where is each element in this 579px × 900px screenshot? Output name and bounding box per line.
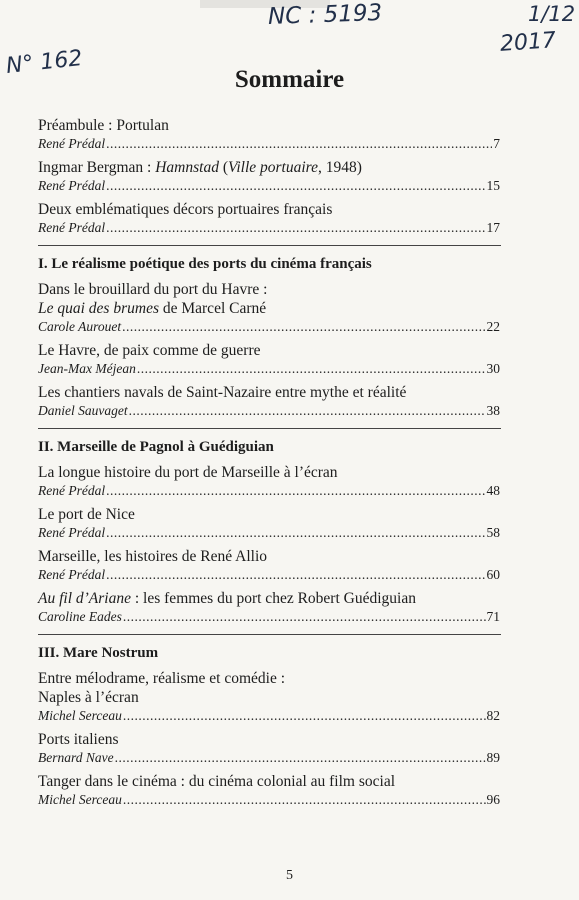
handwritten-item-number: N° 162 [4,46,84,79]
entry-page: 89 [486,750,500,765]
entry-title: Au fil d’Ariane : les femmes du port chez Robert Guédiguian [38,590,416,607]
entry-title: Les chantiers navals de Saint-Nazaire entre mythe et réalité [38,384,407,401]
dot-leader [123,608,486,625]
dot-leader [123,791,486,808]
toc-entry [38,505,500,541]
entry-page: 48 [486,483,500,498]
entry-title-line2: Le quai des brumes de Marcel Carné [38,300,267,317]
entry-author: Daniel Sauvaget [38,403,128,418]
entry-author: René Prédal [38,483,106,498]
toc-entry [38,547,500,583]
entry-author: Carole Aurouet [38,319,122,334]
entry-page: 15 [486,178,500,193]
entry-author: Caroline Eades [38,609,122,624]
dot-leader [106,482,485,499]
entry-author: René Prédal [38,567,106,582]
section-heading: III. Mare Nostrum [38,645,159,661]
entry-title: Ports italiens [38,731,119,748]
handwritten-ratio: 1/12 [528,2,576,26]
dot-leader [129,402,486,419]
entry-author: René Prédal [38,525,106,540]
dot-leader [106,135,492,152]
entry-title: Le port de Nice [38,506,135,523]
section-divider [38,428,501,429]
dot-leader [122,318,485,335]
section-heading: I. Le réalisme poétique des ports du cinéma français [38,256,372,272]
entry-author: René Prédal [38,220,106,235]
dot-leader [106,177,485,194]
toc-entry [38,341,500,377]
dot-leader [123,707,486,724]
entry-title: Préambule : Portulan [38,117,169,134]
toc-entry [38,589,500,625]
entry-page: 30 [486,361,500,376]
toc-entry [38,669,500,724]
page-title: Sommaire [234,66,345,93]
section-divider [38,634,501,635]
entry-title: Entre mélodrame, réalisme et comédie : [38,670,286,687]
entry-page: 22 [486,319,500,334]
entry-page: 58 [486,525,500,540]
entry-page: 60 [486,567,500,582]
table-of-contents [38,116,500,814]
toc-entry [38,116,500,152]
dot-leader [137,360,486,377]
handwritten-nc-number: NC : 5193 [267,0,383,30]
toc-entry [38,772,500,808]
entry-title: Dans le brouillard du port du Havre : [38,281,268,298]
entry-page: 96 [486,792,500,807]
toc-entry [38,158,500,194]
handwritten-year: 2017 [499,28,557,57]
dot-leader [106,566,485,583]
toc-entry [38,730,500,766]
entry-author: René Prédal [38,178,106,193]
entry-page: 82 [486,708,500,723]
entry-title: La longue histoire du port de Marseille à l’écran [38,464,338,481]
entry-title: Le Havre, de paix comme de guerre [38,342,261,359]
entry-title: Ingmar Bergman : Hamnstad (Ville portuaire, 1948) [38,159,362,176]
toc-entry [38,200,500,236]
section-heading: II. Marseille de Pagnol à Guédiguian [38,439,274,455]
dot-leader [115,749,486,766]
entry-page: 17 [486,220,500,235]
page-number: 5 [286,868,293,883]
entry-author: Michel Serceau [38,792,122,807]
entry-author: Jean-Max Méjean [38,361,136,376]
entry-title: Marseille, les histoires de René Allio [38,548,268,565]
entry-page: 7 [493,136,500,151]
section-divider [38,245,501,246]
toc-entry [38,383,500,419]
toc-entry [38,463,500,499]
entry-page: 71 [486,609,500,624]
entry-page: 38 [486,403,500,418]
entry-author: René Prédal [38,136,106,151]
toc-entry [38,280,500,335]
entry-title: Tanger dans le cinéma : du cinéma colonial au film social [38,773,396,790]
entry-title-line2: Naples à l’écran [38,689,139,706]
dot-leader [106,524,485,541]
entry-author: Bernard Nave [38,750,114,765]
entry-author: Michel Serceau [38,708,122,723]
dot-leader [106,219,485,236]
entry-title: Deux emblématiques décors portuaires français [38,201,333,218]
